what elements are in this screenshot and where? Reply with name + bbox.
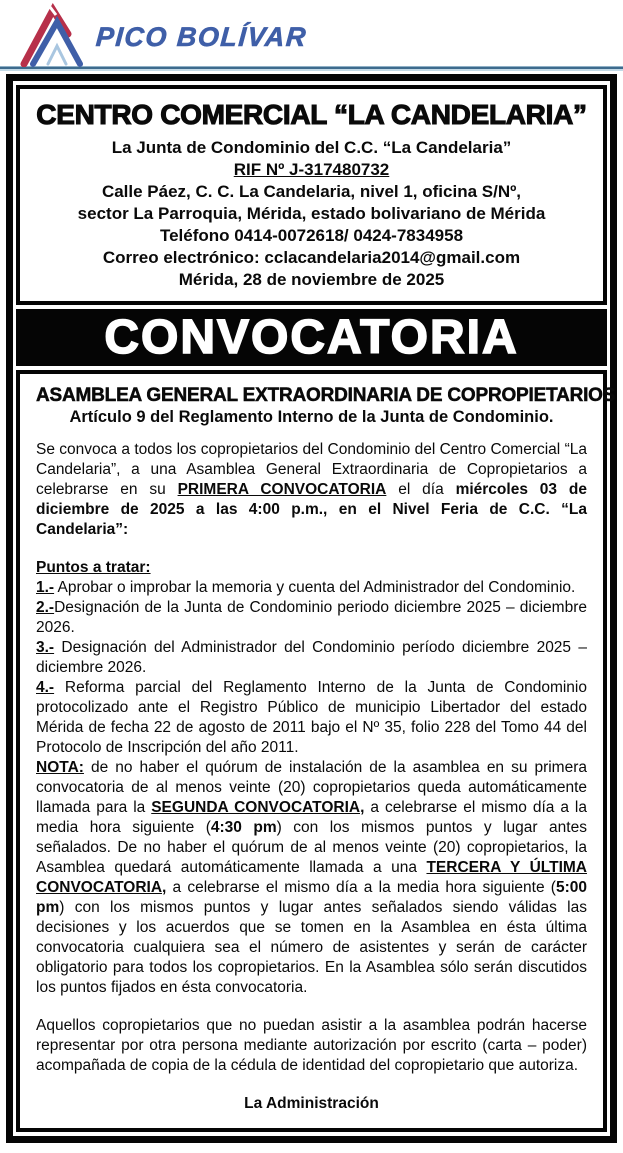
header-line-4: sector La Parroquia, Mérida, estado bolivariano de Mérida xyxy=(77,204,546,223)
header-line-6: Correo electrónico: cclacandelaria2014@gmail.com xyxy=(102,248,521,267)
header-line-2: RIF Nº J-317480732 xyxy=(233,160,390,179)
paragraph-punto-1: 1.- Aprobar o improbar la memoria y cuenta del Administrador del Condominio. xyxy=(36,579,576,596)
mountain-logo-icon xyxy=(20,3,94,72)
paragraph-punto-2: 2.-Designación de la Junta de Condominio periodo diciembre 2025 – diciembre 2026. xyxy=(36,599,587,636)
paragraph-representacion: Aquellos copropietarios que no puedan asistir a la asamblea podrán hacerse representar por otra persona mediante autorización por escrito (carta – poder) acompañada de copia de la cédula de identidad del copropietario que autoriza. xyxy=(36,1017,587,1074)
paragraph-punto-3: 3.- Designación del Administrador del Condominio período diciembre 2025 – diciembre 2026. xyxy=(36,639,587,676)
notice-frame xyxy=(6,74,617,1143)
header-line-1: La Junta de Condominio del C.C. “La Candelaria” xyxy=(111,138,512,157)
paragraph-punto-4: 4.- Reforma parcial del Reglamento Interno de la Junta de Condominio protocolizado ante el Registro Público de municipio Libertador del estado Mérida de fecha 22 de agosto de 2011 bajo el Nº 35, folio 228 del Tomo 44 del Protocolo de Inscripción del año 2011. xyxy=(36,679,587,756)
brand-name: PICO BOLÍVAR xyxy=(94,21,309,52)
body-paragraphs xyxy=(36,440,587,1114)
banner-title: CONVOCATORIA xyxy=(104,311,519,364)
header-title: CENTRO COMERCIAL “LA CANDELARIA” xyxy=(36,99,587,130)
logo xyxy=(0,0,623,66)
paragraph-firma: La Administración xyxy=(244,1095,379,1112)
header-line-5: Teléfono 0414-0072618/ 0424-7834958 xyxy=(159,226,464,245)
paragraph-nota: NOTA: de no haber el quórum de instalación de la asamblea en su primera convocatoria de al menos veinte (20) copropietarios queda automáticamente llamada para la SEGUNDA CONVOCATORIA, a celebrarse el mismo día a la media hora siguiente (4:30 pm) con los mismos puntos y lugar antes señalados. De no haber el quórum de al menos veinte (20) copropietarios, la Asamblea quedará automáticamente llamada a una TERCERA Y ÚLTIMA CONVOCATORIA, a celebrarse el mismo día a la media hora siguiente (5:00 pm) con los mismos puntos y lugar antes señalados siendo válidas las decisiones y los acuerdos que se tomen en la Asamblea en ésta última convocatoria cualquiera sea el número de asistentes y serán de carácter obligatorio para todos los copropietarios. En la Asamblea sólo serán discutidos los puntos fijados en ésta convocatoria. xyxy=(36,759,587,996)
paragraph-puntos-title: Puntos a tratar: xyxy=(36,559,151,576)
article-heading: Artículo 9 del Reglamento Interno de la Junta de Condominio. xyxy=(69,408,554,426)
paragraph-intro: Se convoca a todos los copropietarios del Condominio del Centro Comercial “La Candelaria”, a una Asamblea General Extraordinaria de Copropietarios a celebrarse en su PRIMERA CONVOCATORIA el día miércoles 03 de diciembre de 2025 a las 4:00 p.m., en el Nivel Feria de C.C. “La Candelaria”: xyxy=(36,441,587,538)
header-line-3: Calle Páez, C. C. La Candelaria, nivel 1, oficina S/Nº, xyxy=(101,182,522,201)
body-box xyxy=(16,370,616,1132)
header-box xyxy=(16,85,607,305)
header-lines xyxy=(26,137,597,291)
banner xyxy=(16,309,607,366)
assembly-heading: ASAMBLEA GENERAL EXTRAORDINARIA DE COPROPIETARIOS xyxy=(36,385,616,406)
header-line-7: Mérida, 28 de noviembre de 2025 xyxy=(178,270,445,289)
